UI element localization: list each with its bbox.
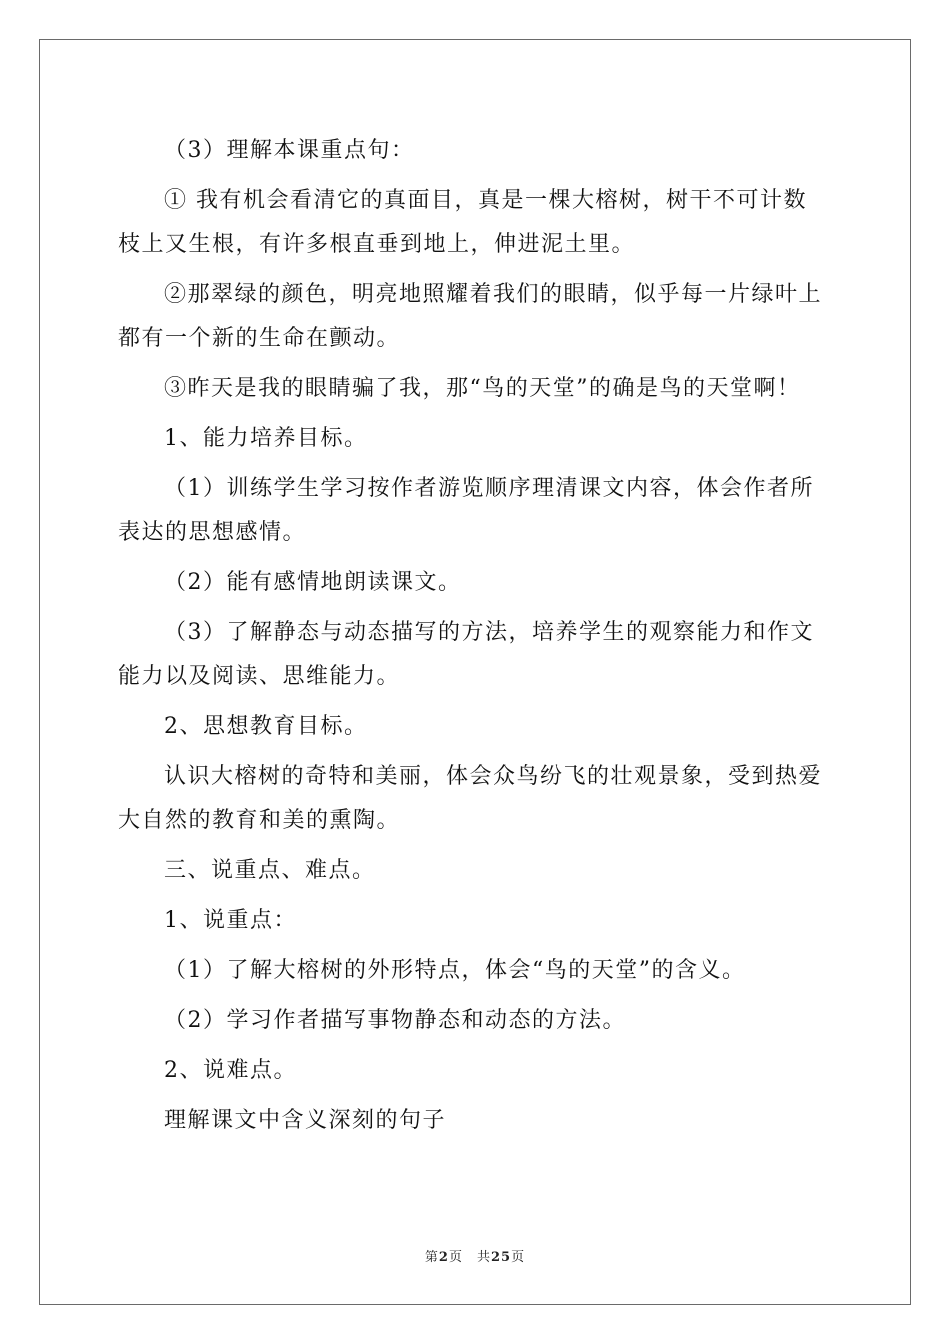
- text-line: 理解课文中含义深刻的句子: [164, 1108, 447, 1133]
- text-line: ②那翠绿的颜色，明亮地照耀着我们的眼睛，似乎每一片绿叶上: [164, 282, 823, 307]
- text-line: 表达的思想感情。: [118, 520, 307, 545]
- text-line: 1、说重点：: [164, 908, 297, 933]
- paragraph: [118, 364, 838, 414]
- paragraph: [118, 896, 838, 946]
- footer-suffix: 页: [511, 1250, 526, 1265]
- text-line: 三、说重点、难点。: [164, 858, 376, 883]
- footer-total-pages: 25: [490, 1250, 512, 1265]
- paragraph: [118, 702, 838, 752]
- paragraph: [118, 464, 838, 514]
- paragraph: [118, 558, 838, 608]
- paragraph-continuation: [118, 796, 838, 846]
- paragraph-continuation: [118, 652, 838, 702]
- paragraph-continuation: [118, 220, 838, 270]
- text-line: 枝上又生根，有许多根直垂到地上，伸进泥土里。: [118, 232, 636, 257]
- paragraph: [118, 752, 838, 802]
- text-line: （2）能有感情地朗读课文。: [164, 570, 462, 595]
- text-line: （2）学习作者描写事物静态和动态的方法。: [164, 1008, 626, 1033]
- paragraph: [118, 1096, 838, 1146]
- paragraph: [118, 846, 838, 896]
- paragraph: [118, 176, 838, 226]
- paragraph: [118, 608, 838, 658]
- text-line: （3）了解静态与动态描写的方法，培养学生的观察能力和作文: [164, 620, 814, 645]
- text-line: 大自然的教育和美的熏陶。: [118, 808, 401, 833]
- text-line: 都有一个新的生命在颤动。: [118, 326, 401, 351]
- text-line: 2、说难点。: [164, 1058, 297, 1083]
- text-line: 认识大榕树的奇特和美丽，体会众鸟纷飞的壮观景象，受到热爱: [164, 764, 823, 789]
- text-line: （1）了解大榕树的外形特点，体会“鸟的天堂”的含义。: [164, 958, 746, 983]
- paragraph: [118, 946, 838, 996]
- paragraph: [118, 996, 838, 1046]
- text-line: 能力以及阅读、思维能力。: [118, 664, 401, 689]
- paragraph-continuation: [118, 508, 838, 558]
- footer-prefix: 第: [424, 1250, 439, 1265]
- page-footer: [0, 1246, 950, 1265]
- text-line: 1、能力培养目标。: [164, 426, 368, 451]
- paragraph: [118, 1046, 838, 1096]
- paragraph: [118, 270, 838, 320]
- document-body: [118, 126, 838, 1146]
- text-line: ① 我有机会看清它的真面目，真是一棵大榕树，树干不可计数: [164, 188, 807, 213]
- text-line: （3）理解本课重点句：: [164, 138, 415, 163]
- footer-middle: 页 共: [448, 1250, 491, 1265]
- text-line: （1）训练学生学习按作者游览顺序理清课文内容，体会作者所: [164, 476, 814, 501]
- paragraph-continuation: [118, 314, 838, 364]
- paragraph: [118, 126, 838, 176]
- footer-page-number: 2: [438, 1250, 449, 1265]
- text-line: 2、思想教育目标。: [164, 714, 368, 739]
- paragraph: [118, 414, 838, 464]
- text-line: ③昨天是我的眼睛骗了我，那“鸟的天堂”的确是鸟的天堂啊！: [164, 376, 801, 401]
